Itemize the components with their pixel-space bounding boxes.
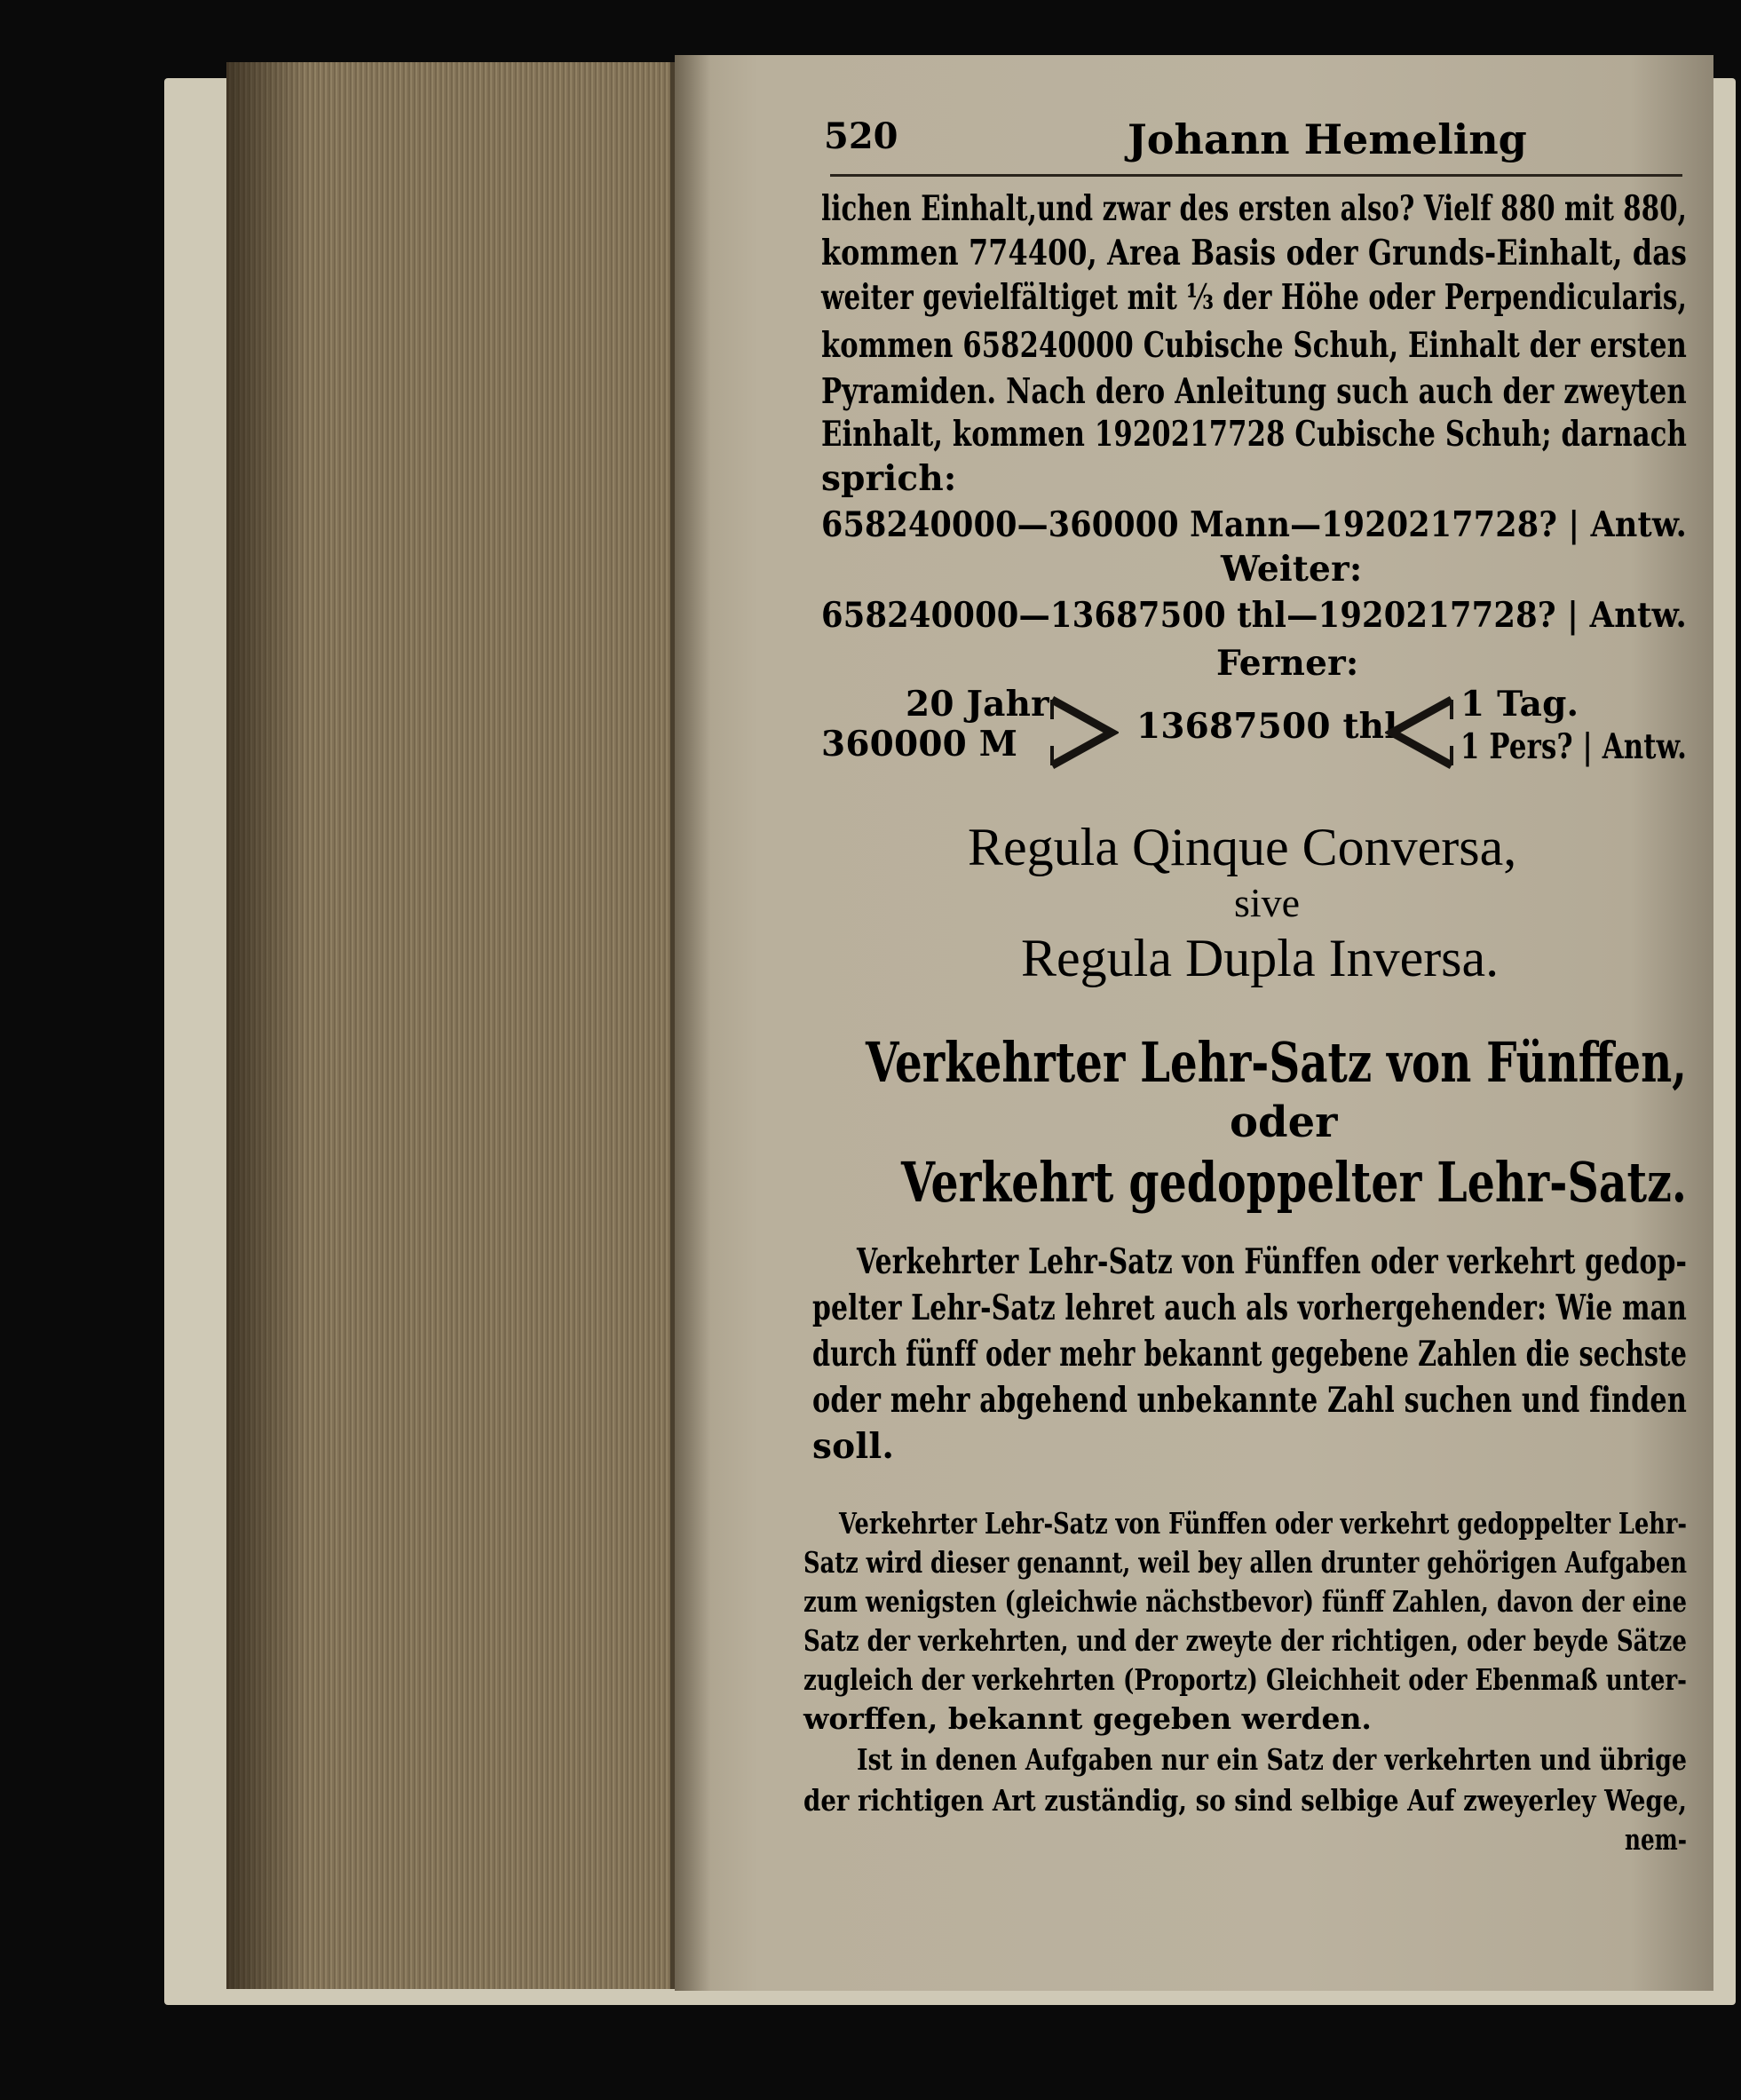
body-line: Einhalt, kommen 1920217728 Cubische Schuh; darnach bbox=[821, 414, 1688, 455]
catchword: nem- bbox=[1625, 1822, 1688, 1857]
equation-3-bottom-right: 1 Pers? | Antw. bbox=[1460, 726, 1688, 767]
equation-3-bottom-left: 360000 M bbox=[821, 724, 1018, 765]
paragraph-2-line: Satz der verkehrten, und der zweyte der richtigen, oder beyde Sätze bbox=[803, 1623, 1687, 1658]
german-title-line-1: Verkehrter Lehr-Satz von Fünffen, bbox=[866, 1030, 1688, 1095]
equation-1: 658240000—360000 Mann—1920217728? | Antw. bbox=[821, 504, 1687, 545]
paragraph-3-line: der richtigen Art zuständig, so sind selbige Auf zweyerley Wege, bbox=[803, 1783, 1687, 1818]
body-line: kommen 658240000 Cubische Schuh, Einhalt der ersten bbox=[821, 325, 1688, 366]
weiter-label: Weiter: bbox=[1221, 549, 1363, 590]
latin-title-line-3: Regula Dupla Inversa. bbox=[1021, 929, 1500, 987]
right-brace-icon bbox=[1048, 693, 1119, 773]
body-line: sprich: bbox=[821, 458, 957, 499]
equation-3-middle: 13687500 thl bbox=[1136, 706, 1398, 747]
page-edges-shadow bbox=[226, 62, 306, 1989]
paragraph-1-line: durch fünff oder mehr bekannt gegebene Zahlen die sechste bbox=[812, 1334, 1687, 1375]
spine-gutter bbox=[675, 55, 710, 1991]
ferner-label: Ferner: bbox=[1216, 643, 1359, 684]
body-line: lichen Einhalt,und zwar des ersten also? Vielf 880 mit 880, bbox=[821, 188, 1687, 229]
body-line: kommen 774400, Area Basis oder Grunds-Einhalt, das bbox=[821, 233, 1688, 273]
page-number: 520 bbox=[824, 115, 898, 157]
paragraph-2-line: Satz wird dieser genannt, weil bey allen drunter gehörigen Aufgaben bbox=[803, 1545, 1688, 1580]
paragraph-1-line: oder mehr abgehend unbekannte Zahl suchen und finden bbox=[812, 1380, 1687, 1421]
latin-title-line-1: Regula Qinque Conversa, bbox=[968, 818, 1517, 876]
paragraph-1-line: soll. bbox=[812, 1426, 895, 1467]
paragraph-2-line: Verkehrter Lehr-Satz von Fünffen oder verkehrt gedoppelter Lehr- bbox=[839, 1506, 1688, 1541]
equation-3-top-right: 1 Tag. bbox=[1460, 684, 1579, 725]
paragraph-1-line: Verkehrter Lehr-Satz von Fünffen oder verkehrt gedop- bbox=[857, 1241, 1688, 1282]
left-brace-icon bbox=[1385, 693, 1456, 773]
running-title: Johann Hemeling bbox=[1128, 115, 1527, 163]
body-line: weiter gevielfältiget mit ⅓ der Höhe oder Perpendicularis, bbox=[821, 277, 1687, 318]
german-title-line-3: Verkehrt gedoppelter Lehr-Satz. bbox=[901, 1150, 1687, 1215]
body-line: Pyramiden. Nach dero Anleitung such auch der zweyten bbox=[821, 371, 1687, 412]
paragraph-2-line: zum wenigsten (gleichwie nächstbevor) fünff Zahlen, davon der eine bbox=[803, 1584, 1688, 1619]
equation-2: 658240000—13687500 thl—1920217728? | Antw. bbox=[821, 595, 1687, 636]
header-rule bbox=[830, 174, 1682, 177]
equation-3-top-left: 20 Jahr bbox=[906, 684, 1049, 725]
paragraph-3-line: Ist in denen Aufgaben nur ein Satz der verkehrten und übrige bbox=[857, 1742, 1687, 1777]
latin-title-line-2: sive bbox=[1234, 880, 1301, 925]
paragraph-2-line: zugleich der verkehrten (Proportz) Gleichheit oder Ebenmaß unter- bbox=[803, 1662, 1687, 1697]
paragraph-2-line: worffen, bekannt gegeben werden. bbox=[803, 1701, 1372, 1736]
paragraph-1-line: pelter Lehr-Satz lehret auch als vorhergehender: Wie man bbox=[812, 1288, 1688, 1328]
german-title-line-2: oder bbox=[1230, 1098, 1338, 1147]
